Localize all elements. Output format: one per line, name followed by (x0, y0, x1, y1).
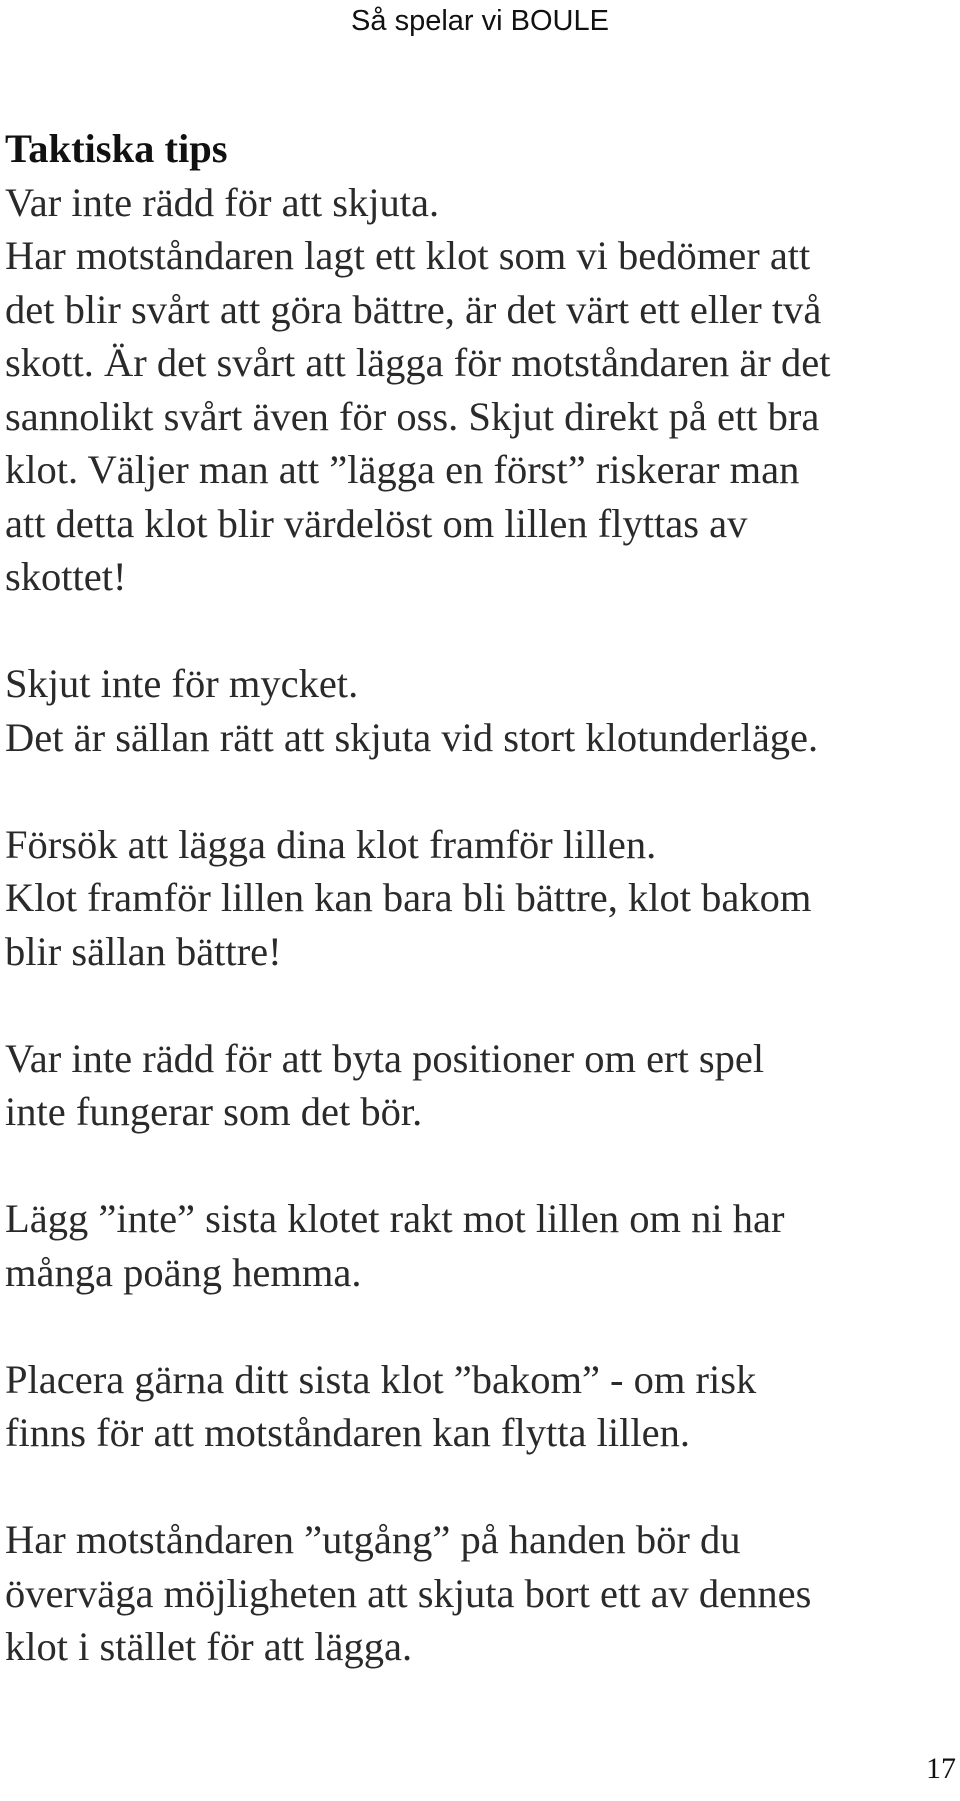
paragraph-switch-positions (5, 1032, 955, 1139)
page-content (5, 122, 955, 1674)
text-line: blir sällan bättre! (5, 928, 282, 974)
text-line: att detta klot blir värdelöst om lillen flyttas av (5, 500, 748, 546)
text-line: skottet! (5, 554, 127, 599)
text-line: Har motståndaren ”utgång” på handen bör du (5, 1517, 741, 1562)
paragraph-shoot-not-afraid (5, 176, 955, 604)
section-heading: Taktiska tips (5, 126, 228, 171)
text-line: finns för att motståndaren kan flytta lillen. (5, 1410, 690, 1455)
paragraph-spacer (5, 764, 955, 818)
paragraph-spacer (5, 978, 955, 1032)
text-line: Var inte rädd för att skjuta. (5, 179, 440, 225)
text-line: Det är sällan rätt att skjuta vid stort klotunderläge. (5, 714, 819, 760)
text-line: Har motståndaren lagt ett klot som vi bedömer att (5, 233, 811, 278)
text-line: Skjut inte för mycket. (5, 661, 359, 706)
paragraph-spacer (5, 1460, 955, 1514)
running-header: Så spelar vi BOULE (351, 5, 609, 37)
paragraph-place-in-front (5, 818, 955, 979)
text-line: många poäng hemma. (5, 1249, 362, 1295)
paragraph-last-ball-not-straight (5, 1192, 955, 1299)
text-line: det blir svårt att göra bättre, är det värt ett eller två (5, 286, 822, 332)
text-line: klot i stället för att lägga. (5, 1624, 413, 1669)
text-line: Placera gärna ditt sista klot ”bakom” - om risk (5, 1356, 757, 1402)
paragraph-shoot-not-too-much (5, 657, 955, 764)
paragraph-spacer (5, 604, 955, 658)
text-line: Lägg ”inte” sista klotet rakt mot lillen om ni har (5, 1196, 785, 1241)
text-line: Var inte rädd för att byta positioner om ert spel (5, 1035, 765, 1081)
text-line: Klot framför lillen kan bara bli bättre, klot bakom (5, 875, 812, 920)
text-line: skott. Är det svårt att lägga för motståndaren är det (5, 340, 831, 385)
page-number: 17 (926, 1752, 956, 1785)
paragraph-last-ball-behind (5, 1353, 955, 1460)
paragraph-spacer (5, 1299, 955, 1353)
text-line: överväga möjligheten att skjuta bort ett av dennes (5, 1570, 812, 1616)
paragraph-spacer (5, 1139, 955, 1193)
text-line: klot. Väljer man att ”lägga en först” riskerar man (5, 447, 800, 492)
text-line: Försök att lägga dina klot framför lillen. (5, 821, 657, 867)
paragraph-opponent-exit (5, 1513, 955, 1674)
text-line: inte fungerar som det bör. (5, 1089, 423, 1134)
text-line: sannolikt svårt även för oss. Skjut direkt på ett bra (5, 393, 820, 439)
